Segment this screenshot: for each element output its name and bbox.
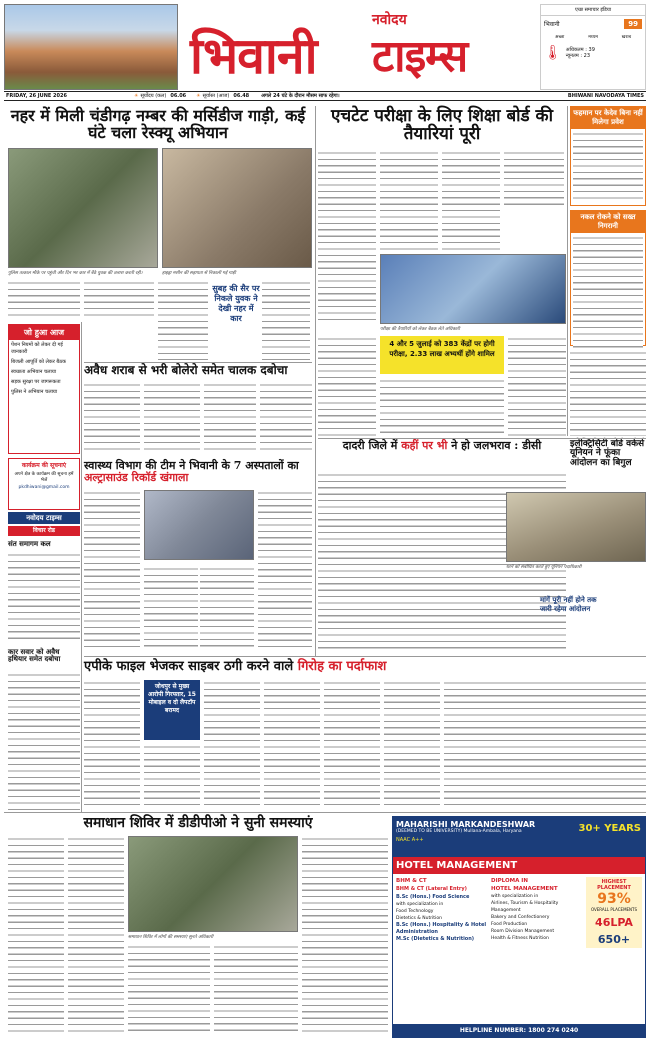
lead-photo-2 xyxy=(162,148,312,268)
samadhan-body-5 xyxy=(302,836,388,1036)
sunset-time: 06.48 xyxy=(233,93,250,99)
cyber-body-1 xyxy=(84,680,140,810)
aaj-item: स्वच्छता अभियान चलाया xyxy=(11,369,57,375)
electricity-caption: धरने को संबोधित करते हुए यूनियन पदाधिकारी xyxy=(506,565,582,570)
cyber-body-2 xyxy=(144,744,200,810)
vichar-title: विचार रोड xyxy=(8,526,80,536)
sidebar-body xyxy=(570,350,646,436)
exam-headline: एचटेट परीक्षा के लिए शिक्षा बोर्ड की तैयारियां पूरी xyxy=(330,106,554,144)
samadhan-photo xyxy=(128,836,298,932)
diploma-item: Health & Fitness Nutrition xyxy=(491,936,549,941)
placement-value: 93 xyxy=(597,891,617,907)
lead-caption-2: हाइड्रा मशीन की सहायता से निकाली गई गाड़ी xyxy=(162,271,236,276)
samadhan-body-1 xyxy=(8,836,64,1036)
lead-photo-1 xyxy=(8,148,158,268)
exam-body-6 xyxy=(508,336,566,436)
liquor-body-3 xyxy=(204,382,256,452)
dadri-headline-post: ने हो जलभराव : डीसी xyxy=(451,439,542,452)
course-item: B.Sc (Hons.) Hospitality & Hotel Administration xyxy=(396,922,487,935)
electricity-headline: इलेक्ट्रिसिटी बोर्ड वर्कर्स यूनियन ने फूंका आंदोलन का बिगुल xyxy=(570,439,645,468)
samadhan-body-2 xyxy=(68,836,124,1036)
health-headline-highlight: अल्ट्रासाउंड रिकॉर्ड खंगाला xyxy=(84,470,189,484)
samadhan-body-3 xyxy=(128,944,210,1036)
column-divider xyxy=(567,106,568,436)
recruiters-value: 650+ xyxy=(597,933,631,946)
samadhan-body-4 xyxy=(214,944,298,1036)
news2-title: नकल रोकने को सख्त निगरानी xyxy=(571,211,645,233)
exam-body-2 xyxy=(380,150,438,250)
exam-subhead: 4 और 5 जुलाई को 383 केंद्रों पर होगी परीक्षा, 2.33 लाख अभ्यर्थी होंगे शामिल xyxy=(380,336,504,374)
weather-tagline: अगले 24 घंटे के दौरान मौसम साफ रहेगा। xyxy=(261,93,340,99)
weather-medium: मध्यम xyxy=(588,35,598,40)
aaj-item: पेंशन नियमों को लेकर दी गई जानकारी xyxy=(11,342,63,355)
liquor-body-1 xyxy=(84,382,140,452)
university-sub: (DEEMED TO BE UNIVERSITY) Mullana-Ambala, Haryana xyxy=(396,829,522,834)
health-headline xyxy=(84,460,312,483)
exam-body-4 xyxy=(504,150,564,210)
jo-hua-aaj-title: जो हुआ आज xyxy=(9,325,79,340)
lead-body-col3 xyxy=(158,280,208,360)
course-item: BHM & CT (Lateral Entry) xyxy=(396,886,467,892)
course-item: BHM & CT xyxy=(396,878,427,884)
lead-body-col1 xyxy=(8,280,80,320)
years-badge: 30+ YEARS xyxy=(578,823,641,834)
aaj-item: पुलिस ने अभियान चलाया xyxy=(11,389,58,395)
dadri-headline xyxy=(318,440,566,452)
liquor-body-4 xyxy=(260,382,312,452)
weather-index: 99 xyxy=(624,19,642,29)
university-name: MAHARISHI MARKANDESHWAR xyxy=(396,820,536,829)
news2-box xyxy=(570,210,646,346)
course-item: B.Sc (Hons.) Food Science xyxy=(396,894,470,900)
weather-ad-label: एच्छ समाचार इंडिया xyxy=(541,5,645,16)
row-divider xyxy=(84,362,312,363)
sunset-icon: ☀ xyxy=(196,93,201,99)
kar-body xyxy=(8,672,80,810)
diploma-item: HOTEL MANAGEMENT xyxy=(491,886,558,892)
exam-photo xyxy=(380,254,566,324)
paper-name: BHIWANI NAVODAYA TIMES xyxy=(567,93,644,99)
cyber-body-6 xyxy=(384,680,440,810)
cyber-body-3 xyxy=(204,680,260,810)
electricity-photo xyxy=(506,492,646,562)
sunrise-time: 06.06 xyxy=(170,93,187,99)
liquor-headline: अवैध शराब से भरी बोलेरो समेत चालक दबोचा xyxy=(84,363,288,377)
cyber-body-5 xyxy=(324,680,380,810)
sunset-label: सूर्यास्त (आज) xyxy=(202,93,230,99)
dateline-date: FRIDAY, 26 JUNE 2026 xyxy=(6,93,67,99)
thermometer-icon: 🌡 xyxy=(544,45,562,61)
course-item: Food Technology xyxy=(396,909,434,914)
masthead-name-right: टाइम्स xyxy=(372,31,468,82)
row-divider xyxy=(318,438,646,439)
masthead-title xyxy=(182,6,534,90)
diploma-item: with specialization in xyxy=(491,894,539,899)
placement-unit: OVERALL PLACEMENTS xyxy=(590,907,638,912)
weather-good: अच्छा xyxy=(554,35,565,40)
exam-body-3 xyxy=(442,150,500,250)
diploma-item: DIPLOMA IN xyxy=(491,878,528,884)
masthead-name-left: भिवानी xyxy=(190,27,317,85)
diploma-item: Bakery and Confectionery xyxy=(491,915,550,920)
mini-logo: नवोदय टाइम्स xyxy=(8,512,80,524)
dadri-headline-highlight: कहीं पर भी xyxy=(401,439,448,452)
course-item: Dietetics & Nutrition xyxy=(396,916,442,921)
cyber-badge: जोधपुर से मुख्य आरोपी गिरफ्तार, 15 मोबाइल व दो लैपटॉप बरामद xyxy=(144,680,200,740)
exam-body-7 xyxy=(380,378,504,436)
column-divider xyxy=(315,106,316,656)
exam-caption: परीक्षा की तैयारियों को लेकर बैठक लेते अधिकारी xyxy=(380,327,460,332)
exam-body-1 xyxy=(318,150,376,320)
placement-title: HIGHEST PLACEMENT xyxy=(597,879,631,891)
liquor-body-2 xyxy=(144,382,200,452)
exam-body-5 xyxy=(318,336,376,436)
sant-headline: संत समागम कल xyxy=(8,539,51,548)
kar-headline: कार सवार को अवैध हथियार समेत दबोचा xyxy=(8,647,61,664)
diploma-item: Room Division Management xyxy=(491,929,555,934)
news1-box xyxy=(570,106,646,206)
column-divider xyxy=(81,322,82,812)
weather-bad: खराब xyxy=(621,35,632,40)
karyakram-email[interactable]: pkdhiwani@gmail.com xyxy=(18,485,70,490)
health-photo xyxy=(144,490,254,560)
electricity-body xyxy=(444,680,646,810)
dateline-bar xyxy=(4,91,646,101)
health-body-1 xyxy=(84,490,140,650)
aaj-item: बिजली आपूर्ति को लेकर बैठक xyxy=(11,359,67,365)
lead-pullquote: सुबह की सैर पर निकले युवक ने देखी नहर में कार xyxy=(212,284,260,323)
electricity-quote: मांगें पूरी नहीं होने तक जारी रहेगा आंदोलन xyxy=(540,596,597,613)
jo-hua-aaj-box xyxy=(8,324,80,454)
cyber-headline-pre: एपीके फाइल भेजकर साइबर ठगी करने वाले xyxy=(84,659,294,674)
hotel-title: HOTEL MANAGEMENT xyxy=(393,857,645,874)
health-headline-pre: स्वास्थ्य विभाग की टीम ने भिवानी के 7 अस्पतालों का xyxy=(84,459,299,472)
row-divider xyxy=(4,812,646,813)
weather-box xyxy=(540,4,646,90)
helpline[interactable]: HELPLINE NUMBER: 1800 274 0240 xyxy=(393,1024,645,1037)
lpa-value: 46LPA xyxy=(595,916,633,929)
health-body-4 xyxy=(258,490,312,650)
row-divider xyxy=(84,656,646,657)
karyakram-box xyxy=(8,458,80,510)
temp-max: अधिकतम : 39 xyxy=(565,47,595,53)
karyakram-text: अपने क्षेत्र के कार्यक्रम की सूचना हमें भेजें xyxy=(14,472,74,483)
news2-body xyxy=(573,235,643,349)
masthead-temple-photo xyxy=(4,4,178,90)
aaj-item: सड़क सुरक्षा पर जागरूकता xyxy=(11,379,61,385)
health-body-3 xyxy=(200,566,254,650)
lead-caption-1: पुलिस तत्काल मौके पर पहुंची और दिन भर कार में बैठे युवक की तलाश करती रही। xyxy=(8,271,143,276)
samadhan-headline: समाधान शिविर में डीडीपीओ ने सुनी समस्याएं xyxy=(83,815,313,831)
sunrise-label: सूर्योदय (कल) xyxy=(140,93,167,99)
lead-headline: नहर में मिली चंडीगढ़ नम्बर की मर्सिडीज गाड़ी, कई घंटे चला रेस्क्यू अभियान xyxy=(10,106,306,142)
temp-min: न्यूनतम : 23 xyxy=(565,53,590,59)
cyber-body-4 xyxy=(264,680,320,810)
course-item: M.Sc (Dietetics & Nutrition) xyxy=(396,936,475,942)
news1-body xyxy=(573,131,643,201)
lead-body-col2 xyxy=(84,280,154,320)
samadhan-caption: समाधान शिविर में लोगों की समस्याएं सुनते अधिकारी xyxy=(128,935,214,940)
cyber-headline-highlight: गिरोह का पर्दाफाश xyxy=(297,659,387,674)
naac-badge: NAAC A++ xyxy=(396,837,424,843)
cyber-headline xyxy=(84,660,644,674)
mmu-advertisement[interactable] xyxy=(392,816,646,1038)
course-item: with specialization in xyxy=(396,902,444,907)
karyakram-title: कार्यक्रम की सूचनाएं xyxy=(21,462,67,469)
dadri-headline-pre: दादरी जिले में xyxy=(342,439,398,452)
health-body-2 xyxy=(144,566,198,650)
placement-percent: 93% xyxy=(597,891,631,907)
news1-title: फहमान पर केदेव बिना नहीं मिलेगा प्रवेश xyxy=(571,107,645,129)
masthead-name-top: नवोदय xyxy=(372,12,407,28)
sant-body xyxy=(8,552,80,642)
diploma-item: Airlines, Tourism & Hospitality Management xyxy=(491,901,559,913)
weather-city: भिवानी xyxy=(544,21,560,28)
diploma-item: Food Production xyxy=(491,922,528,927)
sun-icon: ☀ xyxy=(134,93,139,99)
lead-body-col4 xyxy=(262,280,310,360)
